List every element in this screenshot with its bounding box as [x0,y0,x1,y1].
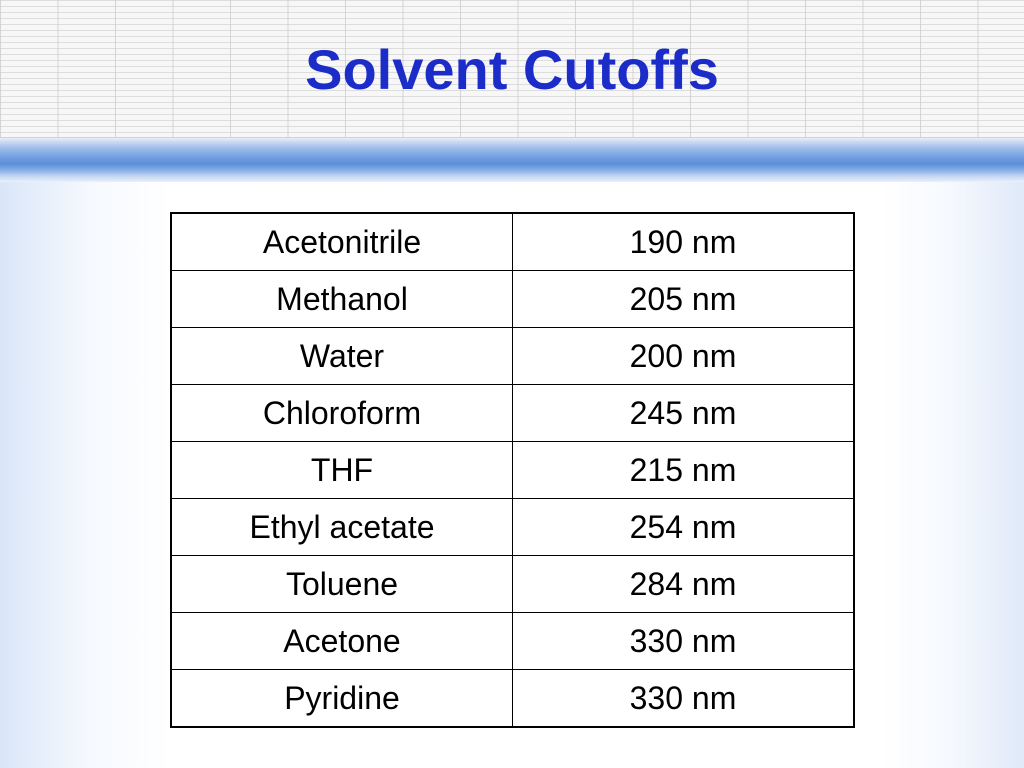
table-row [171,328,854,385]
solvent-table-container [170,212,855,728]
cutoff-cell: 245 nm [513,385,855,442]
table-row [171,613,854,670]
table-row [171,499,854,556]
table-row [171,442,854,499]
cutoff-cell: 284 nm [513,556,855,613]
solvent-cell: Acetonitrile [171,213,513,271]
table-row [171,670,854,728]
cutoff-cell: 330 nm [513,613,855,670]
cutoff-cell: 205 nm [513,271,855,328]
cutoff-cell: 215 nm [513,442,855,499]
accent-bar [0,138,1024,182]
solvent-cell: Water [171,328,513,385]
solvent-cell: THF [171,442,513,499]
solvent-cell: Acetone [171,613,513,670]
slide-title: Solvent Cutoffs [305,38,719,101]
table-row [171,213,854,271]
table-row [171,385,854,442]
solvent-cell: Ethyl acetate [171,499,513,556]
table-row [171,556,854,613]
cutoff-cell: 190 nm [513,213,855,271]
cutoff-cell: 200 nm [513,328,855,385]
solvent-cutoff-table [170,212,855,728]
cutoff-cell: 330 nm [513,670,855,728]
solvent-cell: Methanol [171,271,513,328]
solvent-cell: Toluene [171,556,513,613]
solvent-cell: Pyridine [171,670,513,728]
solvent-cell: Chloroform [171,385,513,442]
table-row [171,271,854,328]
cutoff-cell: 254 nm [513,499,855,556]
